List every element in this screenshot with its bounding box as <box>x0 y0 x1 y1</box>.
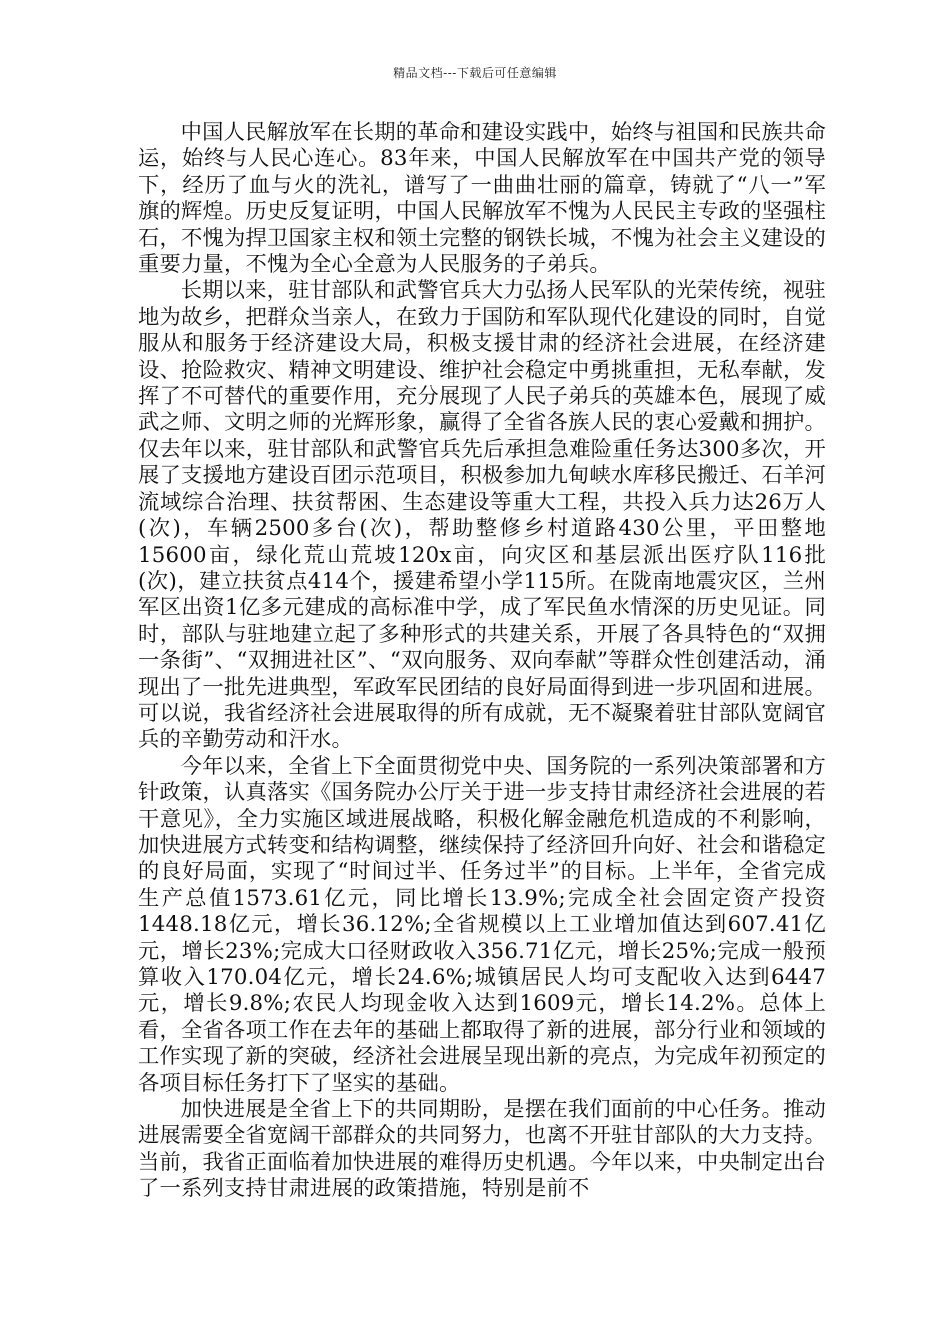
paragraph: 加快进展是全省上下的共同期盼，是摆在我们面前的中心任务。推动进展需要全省宽阔干部群众的共同努力，也离不开驻甘部队的大力支持。当前，我省正面临着加快进展的难得历史机遇。今年以来，中央制定出台了一系列支持甘肃进展的政策措施，特别是前不 <box>138 1097 826 1202</box>
document-body <box>138 120 826 1203</box>
paragraph: 长期以来，驻甘部队和武警官兵大力弘扬人民军队的光荣传统，视驻地为故乡，把群众当亲人，在致力于国防和军队现代化建设的同时，自觉服从和服务于经济建设大局，积极支援甘肃的经济社会进展，在经济建设、抢险救灾、精神文明建设、维护社会稳定中勇挑重担，无私奉献，发挥了不可替代的重要作用，充分展现了人民子弟兵的英雄本色，展现了威武之师、文明之师的光辉形象，赢得了全省各族人民的衷心爱戴和拥护。仅去年以来，驻甘部队和武警官兵先后承担急难险重任务达300多次，开展了支援地方建设百团示范项目，积极参加九甸峡水库移民搬迁、石羊河流域综合治理、扶贫帮困、生态建设等重大工程，共投入兵力达26万人(次)，车辆2500多台(次)，帮助整修乡村道路430公里，平田整地15600亩，绿化荒山荒坡120x亩，向灾区和基层派出医疗队116批(次)，建立扶贫点414个，援建希望小学115所。在陇南地震灾区，兰州军区出资1亿多元建成的高标准中学，成了军民鱼水情深的历史见证。同时，部队与驻地建立起了多种形式的共建关系，开展了各具特色的“双拥一条街”、“双拥进社区”、“双向服务、双向奉献”等群众性创建活动，涌现出了一批先进典型，军政军民团结的良好局面得到进一步巩固和进展。可以说，我省经济社会进展取得的所有成就，无不凝聚着驻甘部队宽阔官兵的辛勤劳动和汗水。 <box>138 278 826 753</box>
paragraph: 今年以来，全省上下全面贯彻党中央、国务院的一系列决策部署和方针政策，认真落实《国务院办公厅关于进一步支持甘肃经济社会进展的若干意见》，全力实施区域进展战略，积极化解金融危机造成的不利影响，加快进展方式转变和结构调整，继续保持了经济回升向好、社会和谐稳定的良好局面，实现了“时间过半、任务过半”的目标。上半年，全省完成生产总值1573.61亿元，同比增长13.9%;完成全社会固定资产投资1448.18亿元，增长36.12%;全省规模以上工业增加值达到607.41亿元，增长23%;完成大口径财政收入356.71亿元，增长25%;完成一般预算收入170.04亿元，增长24.6%;城镇居民人均可支配收入达到6447元，增长9.8%;农民人均现金收入达到1609元，增长14.2%。总体上看，全省各项工作在去年的基础上都取得了新的进展，部分行业和领域的工作实现了新的突破，经济社会进展呈现出新的亮点，为完成年初预定的各项目标任务打下了坚实的基础。 <box>138 753 826 1096</box>
paragraph: 中国人民解放军在长期的革命和建设实践中，始终与祖国和民族共命运，始终与人民心连心。83年来，中国人民解放军在中国共产党的领导下，经历了血与火的洗礼，谱写了一曲曲壮丽的篇章，铸就了“八一”军旗的辉煌。历史反复证明，中国人民解放军不愧为人民民主专政的坚强柱石，不愧为捍卫国家主权和领土完整的钢铁长城，不愧为社会主义建设的重要力量，不愧为全心全意为人民服务的子弟兵。 <box>138 120 826 278</box>
page-header: 精品文档---下载后可任意编辑 <box>393 66 557 80</box>
